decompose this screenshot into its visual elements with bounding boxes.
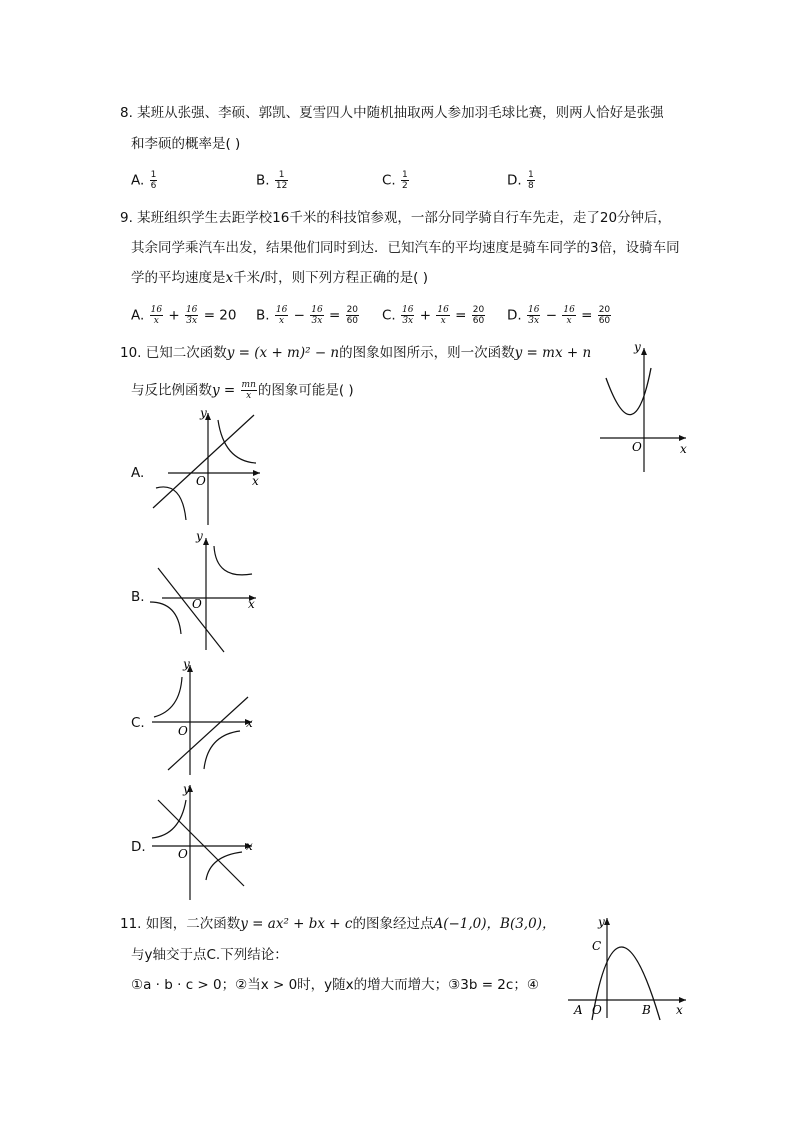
q10-option-c-graph[interactable] — [148, 655, 268, 780]
q8-option-c[interactable] — [382, 170, 410, 191]
svg-text:y: y — [200, 406, 207, 420]
q10-option-d-label[interactable]: D. — [131, 839, 146, 855]
svg-text:y: y — [196, 529, 203, 543]
q10-option-d-graph[interactable] — [148, 780, 268, 905]
q11-parabola-figure — [564, 912, 690, 1022]
q9-option-a[interactable]: A. $\frac{16}{x}$ + $\frac{16}{3x}$ = 20 — [131, 305, 237, 326]
option-label: B. — [256, 172, 270, 189]
svg-text:O: O — [196, 474, 206, 488]
q10-option-a-label[interactable]: A. — [131, 465, 145, 481]
svg-text:x: x — [248, 597, 255, 611]
q8-line1: 8. 某班从张强、李硕、郭凯、夏雪四人中随机抽取两人参加羽毛球比赛，则两人恰好是张强 — [120, 105, 664, 121]
svg-text:O: O — [632, 440, 642, 454]
q10-line1: 10. 已知二次函数y = (x + m)² − n的图象如图所示，则一次函数y = mx + n — [120, 345, 592, 361]
fraction: $\frac{1}{6}$ — [150, 170, 157, 191]
svg-text:x: x — [680, 442, 687, 456]
q8-option-a[interactable] — [131, 170, 158, 191]
svg-text:O: O — [178, 724, 188, 738]
point-c-label: C — [592, 939, 602, 953]
q10-parabola-figure — [596, 338, 696, 478]
q9-line3: 学的平均速度是x千米/时，则下列方程正确的是( ) — [131, 270, 428, 286]
q9-line1: 9. 某班组织学生去距学校16千米的科技馆参观，一部分同学骑自行车先走，走了20分钟后， — [120, 210, 672, 226]
option-label: C. — [382, 172, 396, 189]
fraction: $\frac{1}{12}$ — [275, 170, 288, 191]
q11-line3: ①a · b · c > 0；②当x > 0时，y随x的增大而增大；③3b = 2c；④ — [131, 977, 539, 993]
q9-line2: 其余同学乘汽车出发，结果他们同时到达．已知汽车的平均速度是骑车同学的3倍，设骑车同 — [131, 240, 680, 256]
svg-text:y: y — [634, 340, 641, 354]
q9-option-d[interactable]: D. $\frac{16}{3x}$ − $\frac{16}{x}$ = $\frac{20}{60}$ — [507, 305, 611, 326]
svg-text:A: A — [574, 1003, 583, 1017]
q10-option-a-graph[interactable] — [148, 405, 268, 530]
svg-text:y: y — [183, 782, 190, 796]
fraction: $\frac{1}{2}$ — [402, 170, 408, 191]
svg-text:x: x — [246, 839, 253, 853]
q8-option-d[interactable] — [507, 170, 536, 191]
q11-line1: 11. 如图，二次函数y = ax² + bx + c的图象经过点A(−1,0)，B(3,0)， — [120, 916, 556, 932]
q9-option-c[interactable]: C. $\frac{16}{3x}$ + $\frac{16}{x}$ = $\frac{20}{60}$ — [382, 305, 485, 326]
q10-option-c-label[interactable]: C. — [131, 715, 145, 731]
svg-text:x: x — [246, 716, 253, 730]
option-label: A. — [131, 172, 145, 189]
q8-line2: 和李硕的概率是( ) — [131, 136, 241, 152]
svg-text:y: y — [598, 915, 605, 929]
q10-line2: 与反比例函数y = $\frac{mn}{x}$ 的图象可能是( ) — [131, 380, 354, 401]
fraction: $\frac{1}{8}$ — [527, 170, 534, 191]
q8-option-b[interactable] — [256, 170, 289, 191]
svg-text:x: x — [676, 1003, 683, 1017]
svg-text:B: B — [642, 1003, 651, 1017]
q9-option-b[interactable]: B. $\frac{16}{x}$ − $\frac{16}{3x}$ = $\frac{20}{60}$ — [256, 305, 359, 326]
svg-text:y: y — [183, 657, 190, 671]
svg-text:x: x — [252, 474, 259, 488]
q11-line2: 与y轴交于点C.下列结论： — [131, 947, 288, 963]
svg-text:O: O — [178, 847, 188, 861]
option-label: D. — [507, 172, 522, 189]
q10-option-b-label[interactable]: B. — [131, 589, 145, 605]
svg-text:O: O — [592, 1003, 602, 1017]
q10-option-b-graph[interactable] — [148, 528, 268, 655]
svg-text:O: O — [192, 597, 202, 611]
